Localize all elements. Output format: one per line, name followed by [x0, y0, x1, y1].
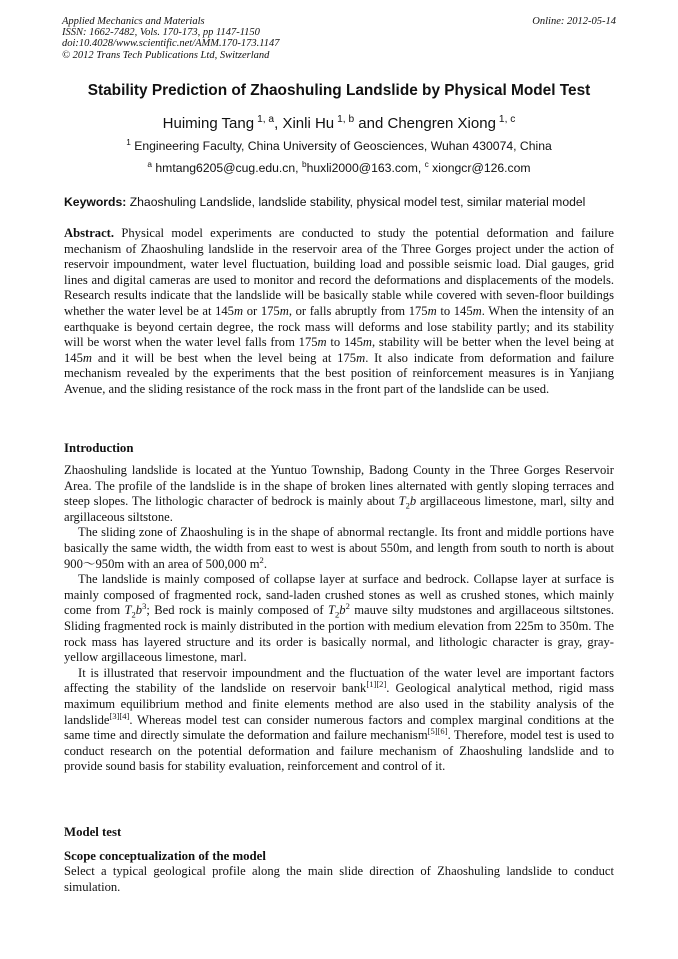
abstract-paragraph	[64, 226, 614, 398]
model-test-body	[64, 864, 614, 895]
email-address: xiongcr@126.com	[432, 161, 531, 175]
keywords-label: Keywords:	[64, 195, 127, 209]
subscript-text: 2	[335, 609, 340, 620]
affiliation-text: Engineering Faculty, China University of Geosciences, Wuhan 430074, China	[134, 139, 552, 153]
italic-text: m	[279, 303, 289, 318]
affiliation-mark: 1	[126, 136, 131, 147]
author-affil-mark: 1, b	[337, 114, 355, 125]
superscript-text: [5][6]	[427, 725, 448, 736]
text-run: , stability will be better when the level being at 145	[64, 335, 614, 365]
journal-header	[62, 16, 618, 61]
affiliation-line	[0, 136, 678, 153]
superscript-text: 2	[345, 601, 350, 612]
superscript-text: 3	[142, 601, 147, 612]
author-separator: ,	[274, 115, 283, 132]
italic-text: m	[362, 335, 372, 350]
keywords-text: Zhaoshuling Landslide, landslide stability, physical model test, similar material model	[129, 195, 586, 209]
intro-paragraph	[64, 666, 614, 775]
email-address: huxli2000@163.com,	[306, 161, 422, 175]
issn-line: ISSN: 1662-7482, Vols. 170-173, pp 1147-1150	[62, 27, 260, 39]
author-name: Xinli Hu	[282, 115, 335, 132]
italic-text: m	[472, 303, 482, 318]
italic-text: m	[82, 350, 92, 365]
text-run: .	[263, 556, 267, 571]
text-run: . Geological analytical method, rigid mass maximum equilibrium method and finite elements method are also used in the stability analysis of the landslide	[64, 681, 614, 727]
text-run: to 145	[436, 303, 473, 318]
email-address: hmtang6205@cug.edu.cn,	[155, 161, 299, 175]
doi-line: doi:10.4028/www.scientific.net/AMM.170-173.1147	[62, 38, 280, 50]
intro-paragraph	[64, 572, 614, 666]
italic-text: m	[356, 350, 366, 365]
italic-text: b	[339, 603, 346, 618]
online-date: Online: 2012-05-14	[532, 16, 616, 27]
text-run: , or falls abruptly from 175	[288, 303, 428, 318]
introduction-heading: Introduction	[64, 441, 134, 455]
author-conjunction: and	[354, 115, 388, 132]
italic-text: b	[409, 494, 417, 509]
text-run: It is illustrated that reservoir impoundment and the fluctuation of the water level are important factors affecting the stability of the landslide on reservoir bank	[64, 665, 614, 696]
model-test-heading: Model test	[64, 825, 122, 839]
superscript-text: [1][2]	[366, 679, 387, 690]
text-run: The landslide is mainly composed of collapse layer at surface and bedrock. Collapse layer at surface is mainly composed of fragmented rock, sand-laden crushed stones as well as crushed stones, which mainly come from	[64, 572, 614, 618]
text-run: . Therefore, model test is used to conduct research on the potential deformation and failure mechanism of Zhaoshuling landslide and to provide sound basis for stability evaluation, reinforcement and control of it.	[64, 728, 614, 774]
email-mark: c	[424, 158, 429, 169]
copyright-line: © 2012 Trans Tech Publications Ltd, Switzerland	[62, 49, 270, 61]
text-run: and it will be best when the level being at 175	[92, 350, 357, 365]
text-run: . It also indicate from deformation and failure mechanism revealed by the experiments that the best position of reinforcement measures is in Yanjiang Avenue, and the sliding resistance of the rock mass in the front part of the landslide can be used.	[64, 350, 614, 396]
email-mark: a	[147, 158, 153, 169]
text-run: mauve silty mudstones and argillaceous siltstones. Sliding fragmented rock is mainly distributed in the portion with medium elevation from 225m to 350m. The rock mass has layered structure and its order is basically normal, and lithologic character is gray, gray-yellow argillaceous limestone, marl.	[64, 603, 614, 665]
italic-text: m	[317, 335, 327, 350]
intro-paragraph	[64, 525, 614, 572]
italic-text: b	[135, 603, 143, 618]
paper-title: Stability Prediction of Zhaoshuling Landslide by Physical Model Test	[87, 82, 591, 99]
email-line	[0, 158, 678, 175]
text-run: or 175	[243, 303, 280, 318]
text-run: ; Bed rock is mainly composed of	[146, 603, 328, 618]
italic-text: T	[398, 494, 406, 509]
journal-name: Applied Mechanics and Materials	[62, 16, 205, 27]
italic-text: m	[427, 303, 437, 318]
model-scope-subheading: Scope conceptualization of the model	[64, 849, 266, 863]
subscript-text: 2	[405, 500, 410, 511]
text-run: . When the intensity of an earthquake is beyond certain degree, the rock mass will deforms and lose stability partly; and its stability will be worst when the water level falls from 175	[64, 303, 615, 350]
keywords	[64, 195, 624, 209]
author-list	[0, 115, 678, 132]
introduction-body	[64, 463, 614, 775]
text-run: Physical model experiments are conducted to study the potential deformation and failure mechanism of Zhaoshuling landslide in the reservoir area of the Three Gorges project under the action of reservoir impoundment, water level fluctuation, building load and possible seismic load. Dial gauges, grid lines and digital cameras are used to monitor and record the deformations and displacements of the models. Research results indicate that the landslide will be basically stable while covered with seven-floor buildings whether the water level be at 145	[64, 226, 614, 318]
text-run: Zhaoshuling landslide is located at the Yuntuo Township, Badong County in the Three Gorges Reservoir Area. The profile of the landslide is in the shape of broken lines alternated with gently sloping terraces and steep slopes. The lithologic character of bedrock is mainly about	[64, 463, 614, 509]
text-run: . Whereas model test can consider numerous factors and complex marginal conditions at the same time and directly simulate the deformation and failure mechanism	[64, 712, 614, 743]
author-affil-mark: 1, a	[257, 114, 275, 125]
author-affil-mark: 1, c	[498, 114, 516, 125]
intro-paragraph	[64, 463, 614, 525]
model-test-paragraph: Select a typical geological profile along the main slide direction of Zhaoshuling landslide to conduct simulation.	[64, 864, 614, 894]
italic-text: T	[124, 603, 132, 618]
abstract-text	[64, 226, 614, 396]
italic-text: T	[327, 603, 335, 618]
superscript-text: [3][4]	[109, 710, 130, 721]
italic-text: m	[233, 303, 244, 318]
text-run: to 145	[326, 335, 363, 350]
text-run: The sliding zone of Zhaoshuling is in the shape of abnormal rectangle. Its front and middle portions have basically the same width, the width from east to west is about 550m, and length from south to north is about 900～950m with an area of 500,000 m	[64, 525, 614, 571]
author-name: Huiming Tang	[162, 115, 255, 132]
subscript-text: 2	[131, 609, 136, 620]
email-mark: b	[301, 158, 307, 169]
abstract	[64, 226, 614, 398]
abstract-label: Abstract.	[64, 226, 115, 240]
text-run: argillaceous limestone, marl, silty and argillaceous siltstone.	[64, 494, 614, 524]
author-name: Chengren Xiong	[387, 115, 496, 132]
superscript-text: 2	[259, 554, 264, 565]
